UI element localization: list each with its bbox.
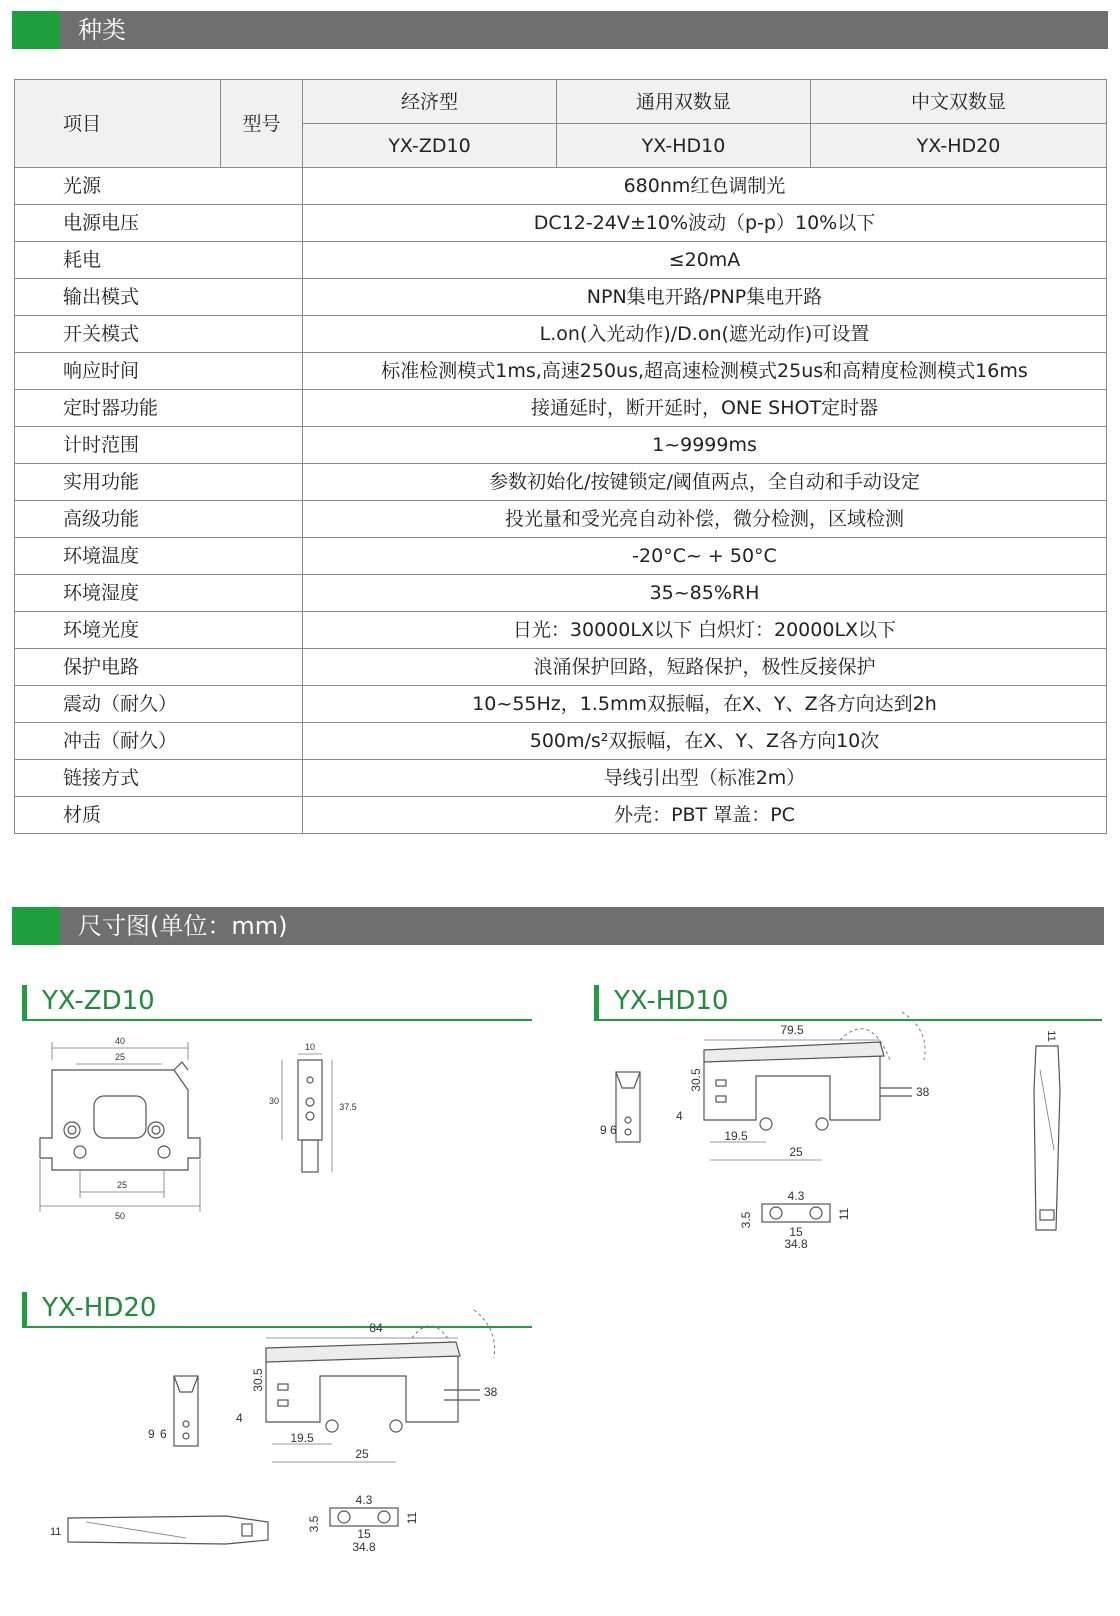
table-row [15,723,1107,760]
row-value: 导线引出型（标准2m） [303,760,1107,797]
row-value: 680nm红色调制光 [303,168,1107,205]
row-label: 保护电路 [15,649,303,686]
row-label: 环境光度 [15,612,303,649]
table-row [15,686,1107,723]
dim-label: 50 [114,1211,126,1221]
dim-label: 11 [405,1511,419,1525]
table-row [15,797,1107,834]
dim-label: 38 [916,1085,930,1099]
row-label: 链接方式 [15,760,303,797]
dim-label: 25 [116,1180,128,1190]
row-value: 500m/s²双振幅，在X、Y、Z各方向10次 [303,723,1107,760]
row-label: 环境湿度 [15,575,303,612]
row-value: 接通延时，断开延时，ONE SHOT定时器 [303,390,1107,427]
row-label: 实用功能 [15,464,303,501]
section-accent [12,11,60,49]
type-header: 中文双数显 [811,80,1107,124]
dim-label: 25 [789,1145,803,1159]
row-value: 日光：30000LX以下 白炽灯：20000LX以下 [303,612,1107,649]
dim-label: 9 [148,1427,155,1441]
table-row [15,538,1107,575]
hd20-main-view [236,1318,516,1488]
dim-label: 11 [1045,1030,1057,1042]
hd10-main-view [676,1020,950,1190]
row-label: 震动（耐久） [15,686,303,723]
dim-label: 38 [484,1385,498,1399]
table-row [15,575,1107,612]
dim-label: 30.5 [689,1068,703,1092]
table-row [15,464,1107,501]
dim-label: 11 [837,1207,851,1221]
zd10-front-view [36,1030,216,1230]
row-value: -20°C~ + 50°C [303,538,1107,575]
model-code: YX-HD10 [557,124,811,168]
table-row [15,501,1107,538]
hd10-side-view [1030,1030,1070,1260]
row-label: 定时器功能 [15,390,303,427]
dim-label: 37.5 [339,1102,357,1112]
heading-mark [594,985,599,1019]
dim-label: 84 [369,1321,383,1335]
dim-label: 3.5 [739,1211,753,1229]
table-row [15,279,1107,316]
hd10-bottom-detail [732,1190,862,1250]
model-heading-zd10 [22,983,532,1021]
section-title: 尺寸图(单位：mm) [78,912,288,940]
dim-label: 11 [50,1526,62,1538]
table-row [15,353,1107,390]
model-name: YX-ZD10 [42,986,155,1016]
dim-label: 15 [789,1225,803,1239]
section-header-types [12,11,1108,49]
row-value: 参数初始化/按键锁定/阈值两点，全自动和手动设定 [303,464,1107,501]
hd20-end-view [146,1372,206,1462]
row-value: DC12-24V±10%波动（p-p）10%以下 [303,205,1107,242]
zd10-side-view [268,1040,368,1200]
table-row [15,242,1107,279]
dim-label: 9 [600,1123,607,1137]
type-header: 经济型 [303,80,557,124]
row-label: 冲击（耐久） [15,723,303,760]
row-value: 35~85%RH [303,575,1107,612]
model-name: YX-HD10 [614,986,729,1016]
table-row [15,316,1107,353]
dim-label: 6 [610,1123,617,1137]
table-row [15,427,1107,464]
dim-label: 25 [355,1447,369,1461]
dim-label: 6 [160,1427,167,1441]
dim-label: 25 [114,1052,126,1062]
row-label: 响应时间 [15,353,303,390]
dim-label: 15 [357,1527,371,1541]
dim-label: 34.8 [352,1540,376,1554]
row-value: L.on(入光动作)/D.on(遮光动作)可设置 [303,316,1107,353]
model-code: YX-ZD10 [303,124,557,168]
dim-label: 4.3 [355,1493,373,1507]
dim-label: 79.5 [780,1023,804,1037]
hd20-bottom-detail [300,1494,430,1554]
dim-label: 30 [268,1096,280,1106]
dim-label: 19.5 [724,1129,748,1143]
spec-table [14,79,1107,834]
row-value: 外壳：PBT 罩盖：PC [303,797,1107,834]
row-label: 光源 [15,168,303,205]
row-label: 输出模式 [15,279,303,316]
row-label: 材质 [15,797,303,834]
table-row [15,168,1107,205]
table-row [15,612,1107,649]
row-value: NPN集电开路/PNP集电开路 [303,279,1107,316]
section-accent [12,907,60,945]
dim-label: 34.8 [784,1237,808,1251]
table-row [15,760,1107,797]
dim-label: 40 [114,1036,126,1046]
item-header: 项目 [15,80,221,168]
heading-underline [22,1019,532,1021]
row-label: 耗电 [15,242,303,279]
row-label: 电源电压 [15,205,303,242]
row-label: 环境温度 [15,538,303,575]
row-value: 1~9999ms [303,427,1107,464]
table-row [15,205,1107,242]
hd10-end-view [596,1068,656,1158]
dim-label: 4.3 [787,1189,805,1203]
hd20-side-view [46,1510,276,1550]
row-label: 计时范围 [15,427,303,464]
row-value: 标准检测模式1ms,高速250us,超高速检测模式25us和高精度检测模式16ms [303,353,1107,390]
row-value: ≤20mA [303,242,1107,279]
model-code: YX-HD20 [811,124,1107,168]
section-title: 种类 [78,16,126,44]
row-label: 开关模式 [15,316,303,353]
section-header-dimensions [12,907,1104,945]
heading-mark [22,985,27,1019]
row-label: 高级功能 [15,501,303,538]
heading-mark [22,1292,27,1326]
dim-label: 30.5 [251,1368,265,1392]
dim-label: 4 [236,1411,243,1425]
type-header: 通用双数显 [557,80,811,124]
dim-label: 4 [676,1109,683,1123]
row-value: 浪涌保护回路，短路保护，极性反接保护 [303,649,1107,686]
dim-label: 19.5 [290,1431,314,1445]
row-value: 投光量和受光亮自动补偿，微分检测，区域检测 [303,501,1107,538]
model-heading-hd10 [594,983,1102,1021]
table-row [15,649,1107,686]
dim-label: 3.5 [307,1515,321,1533]
row-value: 10~55Hz，1.5mm双振幅，在X、Y、Z各方向达到2h [303,686,1107,723]
model-header: 型号 [221,80,303,168]
model-name: YX-HD20 [42,1293,157,1323]
table-row [15,390,1107,427]
dim-label: 10 [304,1042,316,1052]
